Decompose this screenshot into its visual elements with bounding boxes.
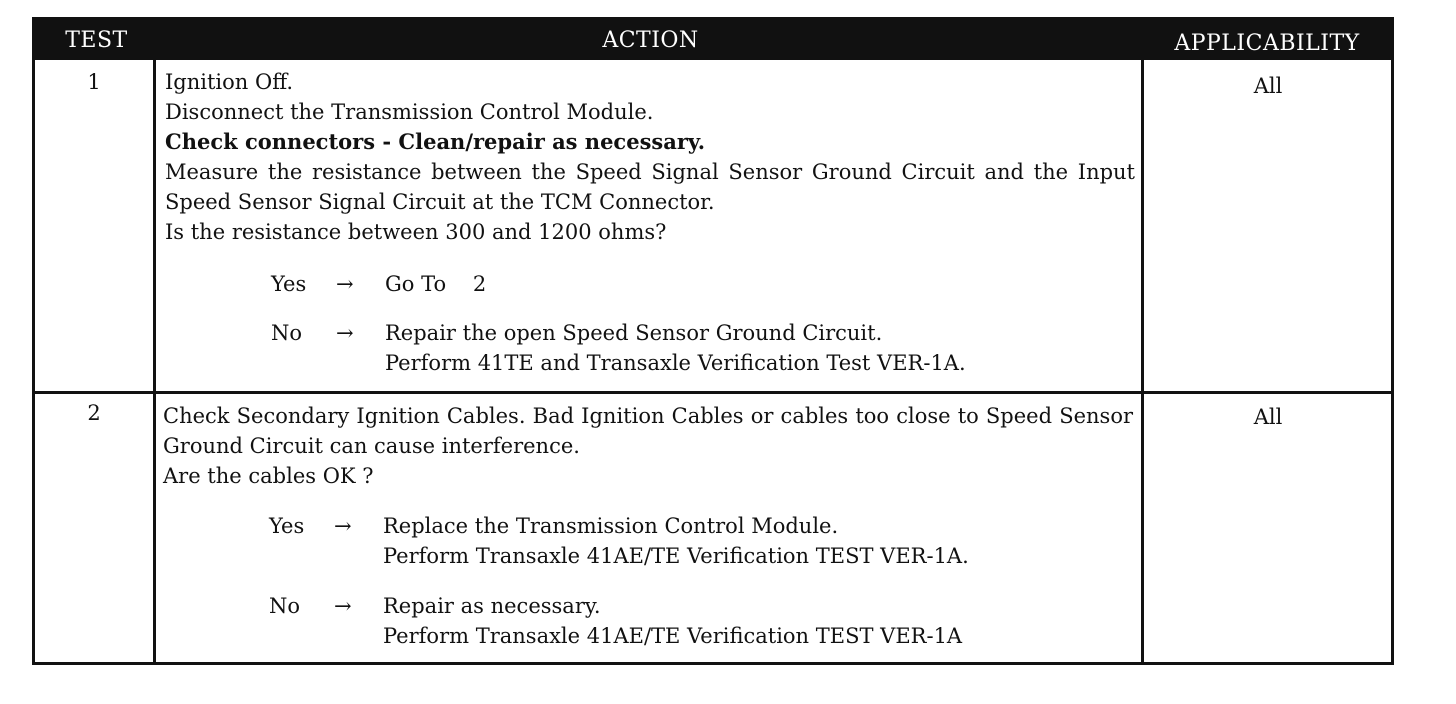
diagnostic-test-table [32,17,1394,665]
no-label: No [271,321,303,345]
test-number: 1 [87,70,101,94]
yes-label: Yes [271,272,307,296]
yes-outcome [385,269,486,299]
yes-outcome [383,511,969,571]
no-label: No [269,594,301,618]
yes-label: Yes [269,514,305,538]
arrow-right-icon: → [334,594,352,618]
outcome-line: Go To 2 [385,272,487,296]
no-outcome [385,318,966,378]
no-branch [269,591,1129,651]
column-divider [1141,60,1144,662]
action-line: Ignition Off. [165,70,294,94]
action-line: Are the cables OK ? [163,464,374,488]
yes-branch [271,269,1131,299]
arrow-right-icon: → [336,272,354,296]
outcome-line: Perform Transaxle 41AE/TE Verification TEST VER-1A [383,624,963,648]
no-outcome [383,591,962,651]
action-line: Disconnect the Transmission Control Module. [165,100,654,124]
arrow-right-icon: → [334,514,352,538]
header-action: ACTION [602,27,699,53]
table-header [35,20,1391,60]
action-text [165,67,1140,247]
action-text [163,401,1138,491]
column-divider [153,60,156,662]
outcome-line: Perform Transaxle 41AE/TE Verification TEST VER-1A. [383,544,969,568]
test-number: 2 [87,401,101,425]
outcome-line: Repair the open Speed Sensor Ground Circuit. [385,321,883,345]
yes-branch [269,511,1129,571]
header-test: TEST [65,27,128,53]
header-applicability: APPLICABILITY [1174,30,1360,56]
action-line: Measure the resistance between the Speed Signal Sensor Ground Circuit and the Input Speed Sensor Signal Circuit at the TCM Connector. [165,160,1135,214]
action-line: Check Secondary Ignition Cables. Bad Ignition Cables or cables too close to Speed Sensor Ground Circuit can cause interference. [163,404,1133,458]
row-divider [35,391,1391,394]
action-line-emphasis: Check connectors - Clean/repair as necessary. [165,129,706,154]
outcome-line: Perform 41TE and Transaxle Verification Test VER-1A. [385,351,966,375]
applicability-value: All [1253,74,1283,98]
action-line: Is the resistance between 300 and 1200 ohms? [165,220,667,244]
arrow-right-icon: → [336,321,354,345]
outcome-line: Repair as necessary. [383,594,601,618]
outcome-line: Replace the Transmission Control Module. [383,514,839,538]
applicability-value: All [1253,405,1283,429]
no-branch [271,318,1131,378]
